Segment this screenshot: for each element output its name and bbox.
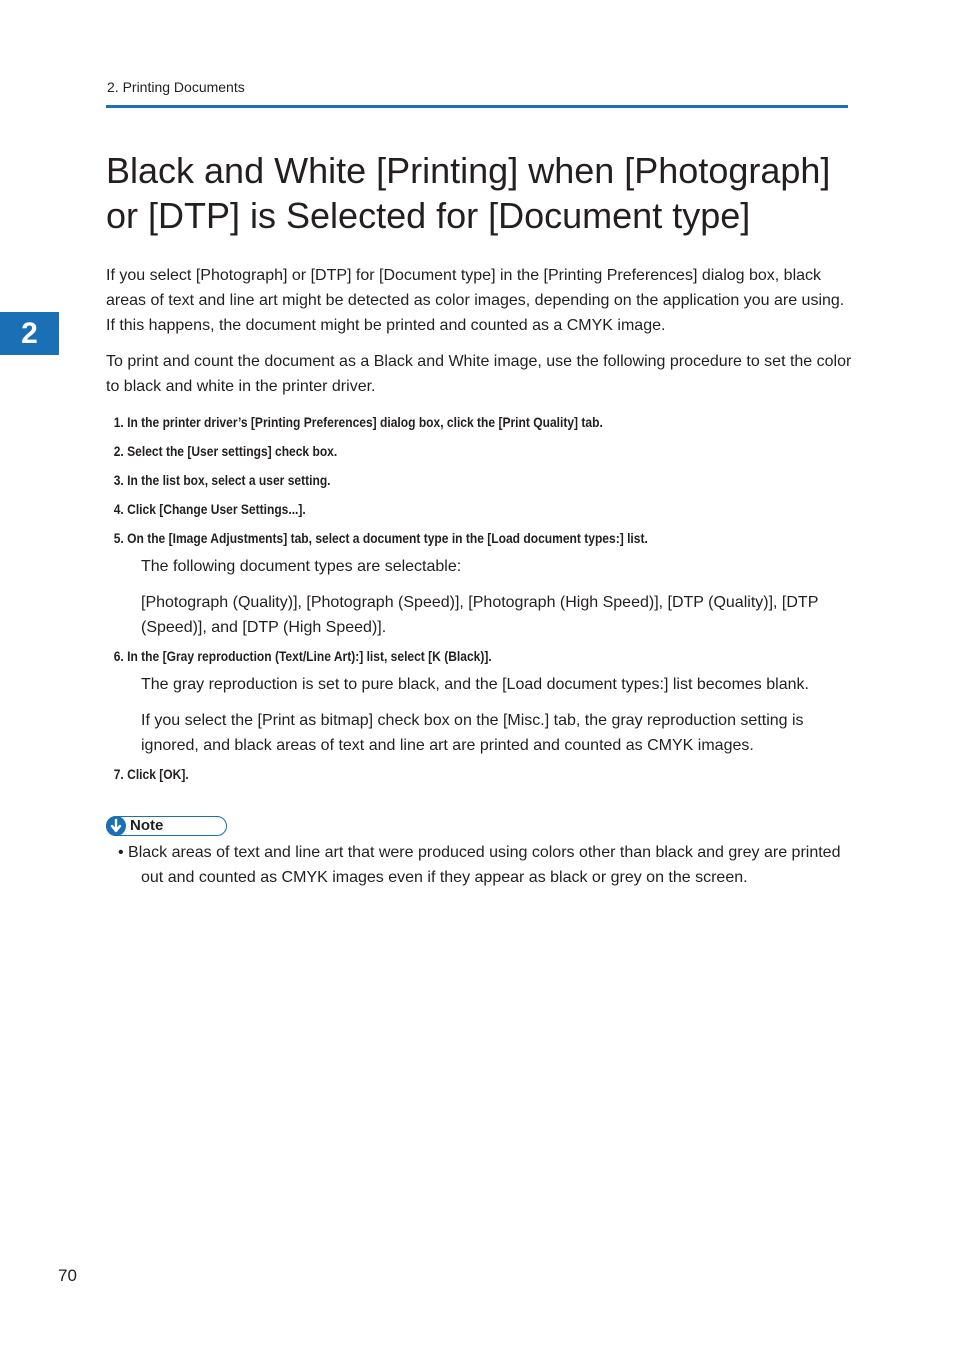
step-heading: 5. On the [Image Adjustments] tab, select a document type in the [Load document types:] list. xyxy=(113,530,648,546)
step-item xyxy=(106,471,852,490)
step-detail: [Photograph (Quality)], [Photograph (Speed)], [Photograph (High Speed)], [DTP (Quality)], [DTP (Speed)], and [DTP (High Speed)]. xyxy=(141,594,819,636)
note-label: Note xyxy=(130,817,164,834)
step-heading: 3. In the list box, select a user setting. xyxy=(113,472,331,488)
down-arrow-icon xyxy=(106,816,126,836)
step-item xyxy=(106,442,852,461)
intro-paragraph: If you select [Photograph] or [DTP] for [Document type] in the [Printing Preferences] dialog box, black areas of text and line art might be detected as color images, depending on the application you are using. If this happens, the document might be printed and counted as a CMYK image. xyxy=(106,267,845,334)
intro-paragraph: To print and count the document as a Black and White image, use the following procedure to set the color to black and white in the printer driver. xyxy=(106,353,852,395)
step-detail: If you select the [Print as bitmap] check box on the [Misc.] tab, the gray reproduction setting is ignored, and black areas of text and line art are printed and counted as CMYK images. xyxy=(141,712,804,754)
step-item xyxy=(106,500,852,519)
step-heading: 1. In the printer driver’s [Printing Preferences] dialog box, click the [Print Quality] tab. xyxy=(113,414,603,430)
step-detail: The following document types are selectable: xyxy=(141,558,462,575)
step-detail: The gray reproduction is set to pure black, and the [Load document types:] list becomes blank. xyxy=(141,676,809,693)
page-title: Black and White [Printing] when [Photograph] or [DTP] is Selected for [Document type] xyxy=(106,150,831,236)
step-heading: 6. In the [Gray reproduction (Text/Line Art):] list, select [K (Black)]. xyxy=(113,648,492,664)
step-item xyxy=(106,413,852,432)
procedure-steps xyxy=(106,413,852,784)
note-badge xyxy=(106,816,227,836)
step-item xyxy=(106,647,852,758)
header-rule xyxy=(106,105,848,108)
step-item xyxy=(106,765,852,784)
step-heading: 2. Select the [User settings] check box. xyxy=(113,443,338,459)
note-item: • Black areas of text and line art that were produced using colors other than black and grey are printed out and counted as CMYK images even if they appear as black or grey on the screen. xyxy=(118,844,841,886)
page-number: 70 xyxy=(58,1266,77,1285)
chapter-tab: 2 xyxy=(0,312,59,355)
main-content xyxy=(106,148,852,890)
step-heading: 4. Click [Change User Settings...]. xyxy=(113,501,306,517)
note-block xyxy=(106,816,852,890)
step-heading: 7. Click [OK]. xyxy=(113,766,189,782)
running-header: 2. Printing Documents xyxy=(107,79,245,95)
step-item xyxy=(106,529,852,640)
